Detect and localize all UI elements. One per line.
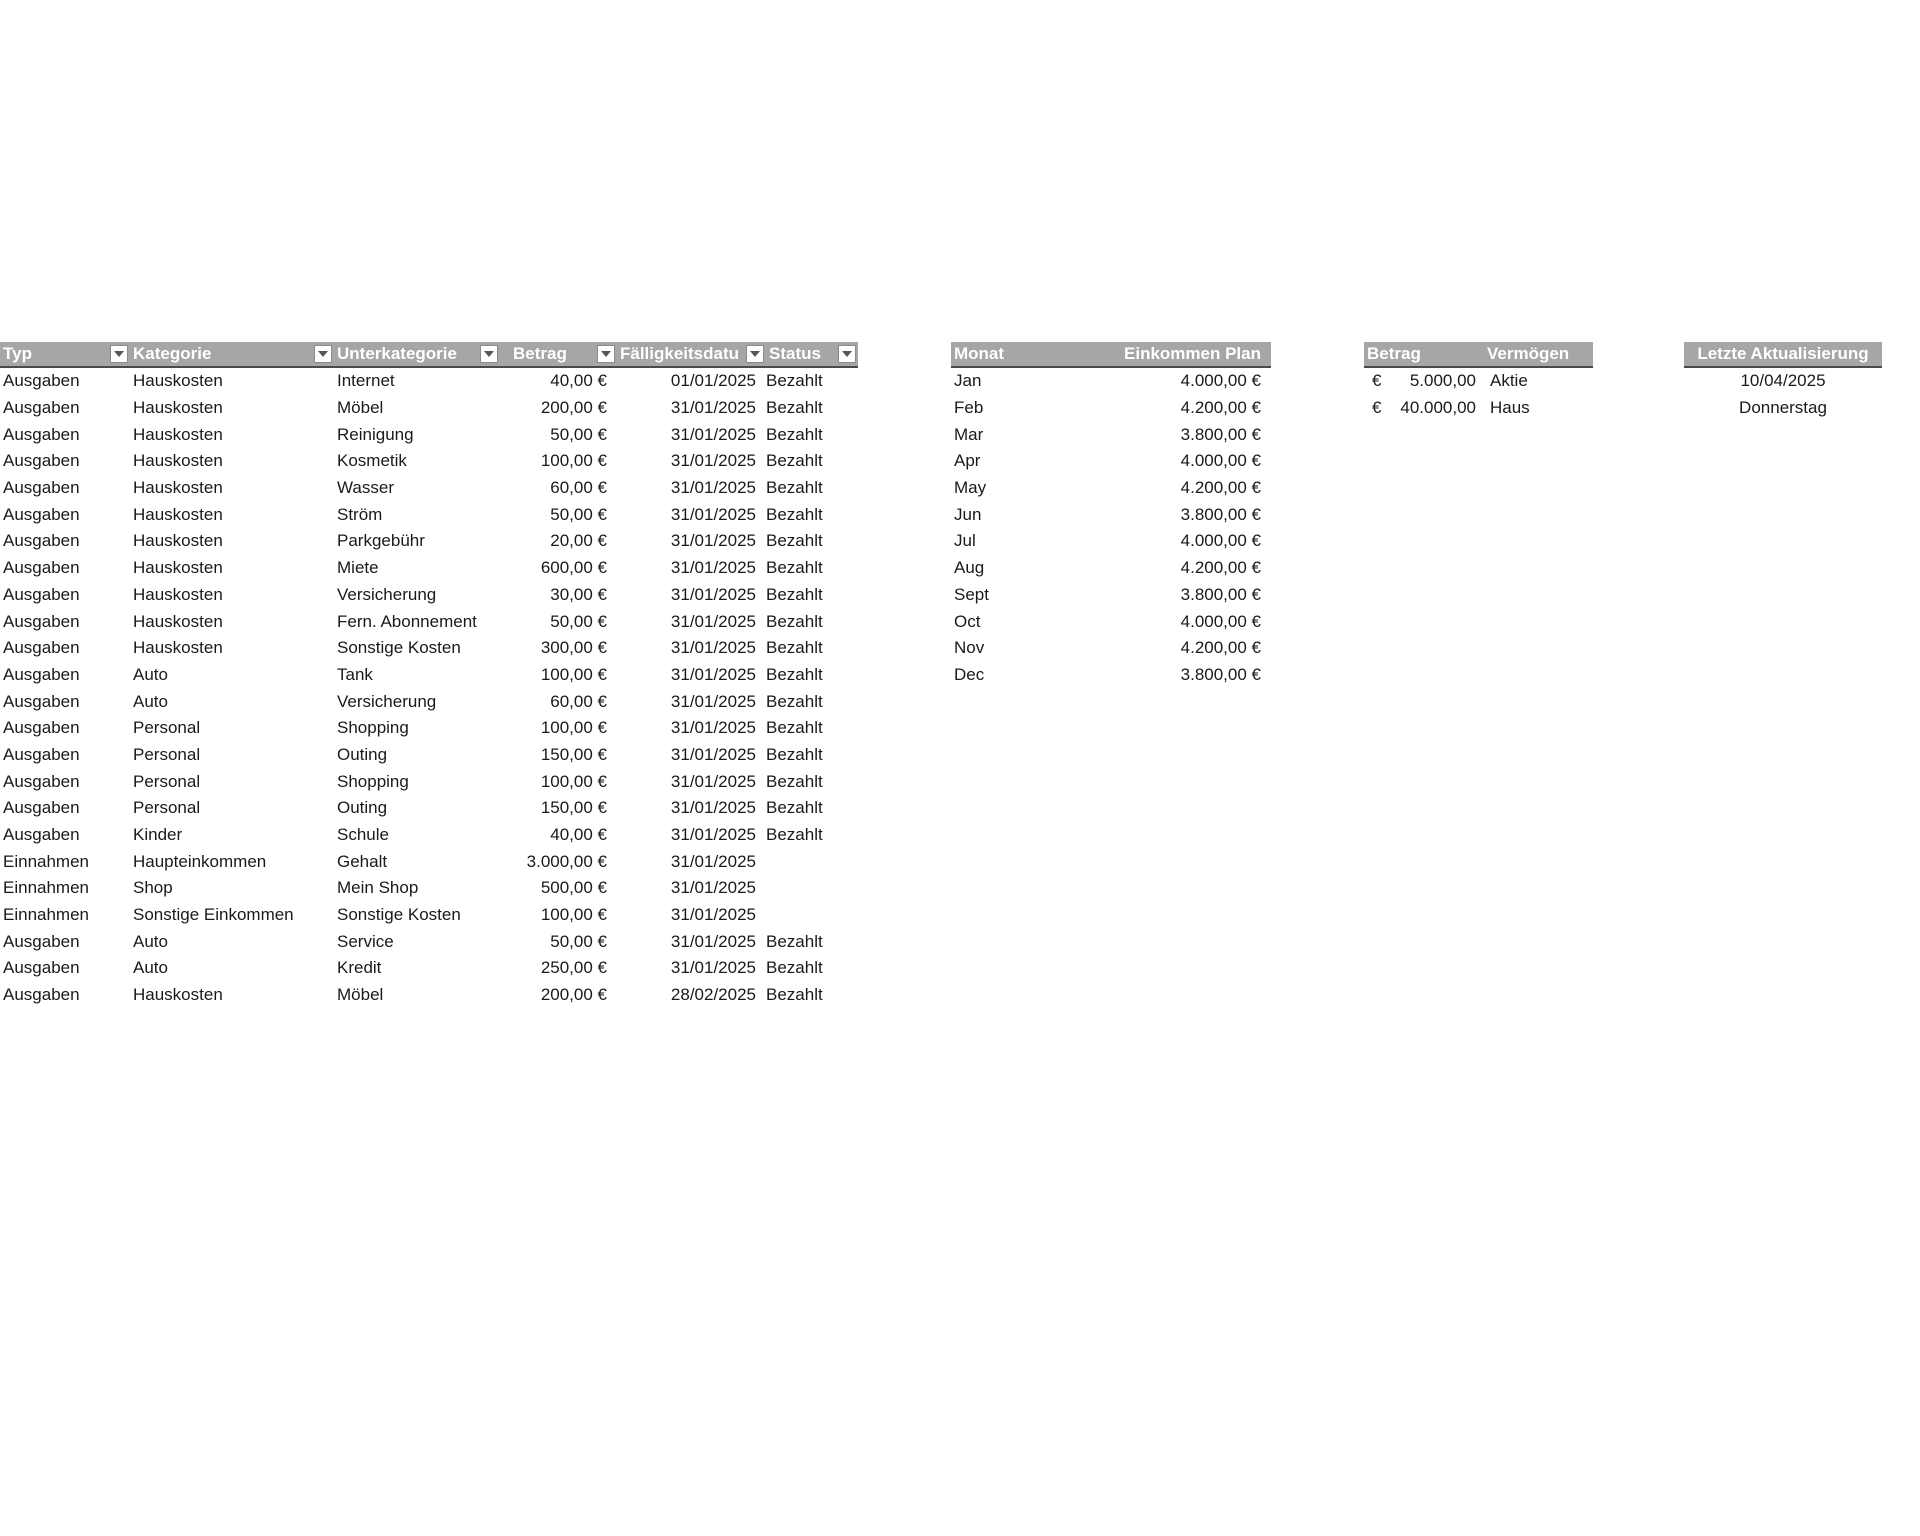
transactions-body	[0, 368, 858, 1009]
cell-datum[interactable]: 31/01/2025	[670, 451, 756, 471]
cell-betrag[interactable]: 100,00 €	[540, 905, 607, 925]
cell-unterkategorie[interactable]: Fern. Abonnement	[337, 611, 477, 631]
cell-datum[interactable]: 31/01/2025	[670, 638, 756, 658]
cell-kategorie[interactable]: Personal	[133, 798, 201, 818]
filter-dropdown-icon[interactable]	[838, 345, 856, 363]
cell-monat[interactable]: Jun	[954, 504, 982, 524]
cell-typ[interactable]: Einnahmen	[3, 905, 90, 925]
header-einkommen-plan[interactable]: Einkommen Plan	[1124, 344, 1261, 363]
cell-typ[interactable]: Ausgaben	[3, 451, 80, 471]
cell-unterkategorie[interactable]: Service	[337, 931, 394, 951]
cell-betrag[interactable]: 50,00 €	[550, 611, 607, 631]
table-row	[951, 501, 1271, 528]
table-row	[0, 421, 858, 448]
cell-betrag[interactable]: 100,00 €	[540, 771, 607, 791]
cell-kategorie[interactable]: Hauskosten	[133, 985, 223, 1005]
cell-typ[interactable]: Ausgaben	[3, 958, 80, 978]
table-row	[0, 555, 858, 582]
cell-datum[interactable]: 31/01/2025	[670, 424, 756, 444]
cell-kategorie[interactable]: Hauskosten	[133, 611, 223, 631]
cell-kategorie[interactable]: Hauskosten	[133, 371, 223, 391]
header-unterkategorie[interactable]: Unterkategorie	[334, 342, 500, 366]
table-row	[951, 582, 1271, 609]
cell-datum[interactable]: 31/01/2025	[670, 905, 756, 925]
cell-monat[interactable]: Mar	[954, 424, 984, 444]
cell-status[interactable]: Bezahlt	[766, 478, 823, 498]
table-row	[0, 982, 858, 1009]
cell-datum[interactable]: 31/01/2025	[670, 718, 756, 738]
cell-typ[interactable]: Einnahmen	[3, 851, 90, 871]
header-asset-betrag[interactable]: Betrag	[1367, 344, 1421, 363]
table-row	[0, 715, 858, 742]
table-row	[951, 475, 1271, 502]
cell-kategorie[interactable]: Hauskosten	[133, 638, 223, 658]
cell-status[interactable]: Bezahlt	[766, 664, 823, 684]
table-row	[1364, 368, 1593, 395]
table-row	[951, 662, 1271, 689]
cell-einkommen[interactable]: 3.800,00 €	[1180, 504, 1261, 524]
cell-status[interactable]: Bezahlt	[766, 584, 823, 604]
cell-kategorie[interactable]: Auto	[133, 958, 168, 978]
cell-kategorie[interactable]: Auto	[133, 664, 168, 684]
cell-unterkategorie[interactable]: Reinigung	[337, 424, 414, 444]
cell-monat[interactable]: Jan	[954, 371, 982, 391]
table-row	[0, 768, 858, 795]
cell-datum[interactable]: 31/01/2025	[670, 611, 756, 631]
cell-monat[interactable]: Apr	[954, 451, 981, 471]
cell-kategorie[interactable]: Shop	[133, 878, 173, 898]
cell-typ[interactable]: Ausgaben	[3, 398, 80, 418]
assets-body	[1364, 368, 1593, 421]
table-row	[0, 848, 858, 875]
cell-status[interactable]: Bezahlt	[766, 638, 823, 658]
cell-unterkategorie[interactable]: Kredit	[337, 958, 382, 978]
cell-kategorie[interactable]: Sonstige Einkommen	[133, 905, 294, 925]
cell-typ[interactable]: Ausgaben	[3, 744, 80, 764]
cell-betrag[interactable]: 500,00 €	[540, 878, 607, 898]
cell-datum[interactable]: 31/01/2025	[670, 771, 756, 791]
cell-kategorie[interactable]: Kinder	[133, 825, 183, 845]
table-row	[0, 528, 858, 555]
table-row	[0, 448, 858, 475]
cell-unterkategorie[interactable]: Outing	[337, 744, 388, 764]
table-row	[951, 635, 1271, 662]
cell-kategorie[interactable]: Auto	[133, 931, 168, 951]
cell-status[interactable]: Bezahlt	[766, 611, 823, 631]
cell-betrag[interactable]: 100,00 €	[540, 664, 607, 684]
cell-unterkategorie[interactable]: Kosmetik	[337, 451, 407, 471]
cell-einkommen[interactable]: 4.000,00 €	[1180, 451, 1261, 471]
cell-typ[interactable]: Ausgaben	[3, 531, 80, 551]
cell-typ[interactable]: Ausgaben	[3, 771, 80, 791]
cell-status[interactable]: Bezahlt	[766, 744, 823, 764]
cell-kategorie[interactable]: Auto	[133, 691, 168, 711]
cell-datum[interactable]: 31/01/2025	[670, 558, 756, 578]
table-row	[951, 608, 1271, 635]
cell-unterkategorie[interactable]: Shopping	[337, 718, 409, 738]
cell-typ[interactable]: Ausgaben	[3, 664, 80, 684]
cell-status[interactable]: Bezahlt	[766, 371, 823, 391]
filter-dropdown-icon[interactable]	[746, 345, 764, 363]
table-row	[0, 795, 858, 822]
cell-einkommen[interactable]: 3.800,00 €	[1180, 424, 1261, 444]
cell-status[interactable]: Bezahlt	[766, 798, 823, 818]
cell-betrag[interactable]: 60,00 €	[550, 478, 607, 498]
cell-betrag[interactable]: 20,00 €	[550, 531, 607, 551]
table-row	[0, 395, 858, 422]
cell-monat[interactable]: Sept	[954, 584, 989, 604]
cell-datum[interactable]: 31/01/2025	[670, 798, 756, 818]
cell-status[interactable]: Bezahlt	[766, 504, 823, 524]
cell-typ[interactable]: Ausgaben	[3, 718, 80, 738]
cell-unterkategorie[interactable]: Möbel	[337, 398, 384, 418]
cell-status[interactable]: Bezahlt	[766, 398, 823, 418]
cell-unterkategorie[interactable]: Shopping	[337, 771, 409, 791]
cell-betrag[interactable]: 300,00 €	[540, 638, 607, 658]
filter-dropdown-icon[interactable]	[110, 345, 128, 363]
cell-typ[interactable]: Ausgaben	[3, 584, 80, 604]
cell-kategorie[interactable]: Hauskosten	[133, 451, 223, 471]
last-update-weekday[interactable]: Donnerstag	[1739, 398, 1827, 418]
cell-asset-betrag[interactable]	[1364, 398, 1484, 418]
cell-vermoegen[interactable]: Haus	[1490, 398, 1530, 418]
cell-datum[interactable]: 31/01/2025	[670, 744, 756, 764]
cell-datum[interactable]: 31/01/2025	[670, 958, 756, 978]
last-update-header-row	[1684, 342, 1882, 368]
cell-einkommen[interactable]: 3.800,00 €	[1180, 584, 1261, 604]
table-row	[951, 528, 1271, 555]
header-status[interactable]: Status	[766, 342, 858, 366]
cell-asset-betrag[interactable]	[1364, 371, 1484, 391]
cell-datum[interactable]: 31/01/2025	[670, 584, 756, 604]
table-row	[951, 448, 1271, 475]
income-plan-table	[951, 342, 1271, 688]
cell-betrag[interactable]: 40,00 €	[550, 371, 607, 391]
cell-betrag[interactable]: 150,00 €	[540, 744, 607, 764]
cell-betrag[interactable]: 50,00 €	[550, 424, 607, 444]
cell-datum[interactable]: 31/01/2025	[670, 478, 756, 498]
cell-status[interactable]: Bezahlt	[766, 958, 823, 978]
cell-datum[interactable]: 28/02/2025	[670, 985, 756, 1005]
cell-datum[interactable]: 31/01/2025	[670, 504, 756, 524]
cell-datum[interactable]: 31/01/2025	[670, 851, 756, 871]
table-row	[951, 421, 1271, 448]
cell-monat[interactable]: Dec	[954, 664, 985, 684]
cell-monat[interactable]: Aug	[954, 558, 985, 578]
cell-datum[interactable]: 31/01/2025	[670, 931, 756, 951]
header-kategorie[interactable]: Kategorie	[130, 342, 334, 366]
last-update-date[interactable]: 10/04/2025	[1740, 371, 1826, 391]
cell-datum[interactable]: 31/01/2025	[670, 878, 756, 898]
cell-unterkategorie[interactable]: Mein Shop	[337, 878, 419, 898]
cell-unterkategorie[interactable]: Outing	[337, 798, 388, 818]
table-row	[0, 501, 858, 528]
cell-unterkategorie[interactable]: Versicherung	[337, 584, 437, 604]
cell-status[interactable]: Bezahlt	[766, 558, 823, 578]
cell-status[interactable]: Bezahlt	[766, 424, 823, 444]
table-row	[0, 582, 858, 609]
cell-typ[interactable]: Ausgaben	[3, 931, 80, 951]
cell-betrag[interactable]: 50,00 €	[550, 504, 607, 524]
filter-dropdown-icon[interactable]	[597, 345, 615, 363]
cell-einkommen[interactable]: 4.000,00 €	[1180, 531, 1261, 551]
table-row	[0, 742, 858, 769]
cell-monat[interactable]: Feb	[954, 398, 984, 418]
transactions-header-row	[0, 342, 858, 368]
header-typ[interactable]: Typ	[0, 342, 130, 366]
cell-betrag[interactable]: 60,00 €	[550, 691, 607, 711]
table-row	[0, 368, 858, 395]
cell-einkommen[interactable]: 4.200,00 €	[1180, 638, 1261, 658]
cell-einkommen[interactable]: 4.200,00 €	[1180, 478, 1261, 498]
cell-status[interactable]: Bezahlt	[766, 985, 823, 1005]
cell-unterkategorie[interactable]: Möbel	[337, 985, 384, 1005]
cell-typ[interactable]: Ausgaben	[3, 504, 80, 524]
cell-typ[interactable]: Ausgaben	[3, 371, 80, 391]
cell-monat[interactable]: Nov	[954, 638, 985, 658]
cell-kategorie[interactable]: Personal	[133, 771, 201, 791]
cell-unterkategorie[interactable]: Sonstige Kosten	[337, 638, 461, 658]
cell-einkommen[interactable]: 4.000,00 €	[1180, 611, 1261, 631]
cell-status[interactable]: Bezahlt	[766, 691, 823, 711]
cell-betrag[interactable]: 250,00 €	[540, 958, 607, 978]
cell-betrag[interactable]: 200,00 €	[540, 398, 607, 418]
cell-betrag[interactable]: 150,00 €	[540, 798, 607, 818]
filter-dropdown-icon[interactable]	[314, 345, 332, 363]
filter-dropdown-icon[interactable]	[480, 345, 498, 363]
header-letzte-aktualisierung[interactable]: Letzte Aktualisierung	[1697, 344, 1869, 363]
cell-unterkategorie[interactable]: Parkgebühr	[337, 531, 425, 551]
cell-betrag[interactable]: 3.000,00 €	[526, 851, 607, 871]
cell-typ[interactable]: Ausgaben	[3, 691, 80, 711]
cell-typ[interactable]: Ausgaben	[3, 825, 80, 845]
cell-kategorie[interactable]: Hauskosten	[133, 398, 223, 418]
cell-typ[interactable]: Einnahmen	[3, 878, 90, 898]
header-faelligkeitsdatum[interactable]: Fälligkeitsdatu	[617, 342, 766, 366]
cell-typ[interactable]: Ausgaben	[3, 985, 80, 1005]
cell-einkommen[interactable]: 4.200,00 €	[1180, 558, 1261, 578]
table-row	[0, 902, 858, 929]
cell-monat[interactable]: Jul	[954, 531, 976, 551]
header-monat[interactable]: Monat	[954, 344, 1005, 363]
cell-kategorie[interactable]: Hauskosten	[133, 478, 223, 498]
header-vermoegen[interactable]: Vermögen	[1487, 344, 1570, 363]
table-row	[0, 688, 858, 715]
cell-einkommen[interactable]: 4.200,00 €	[1180, 398, 1261, 418]
last-update-table	[1684, 342, 1882, 421]
cell-typ[interactable]: Ausgaben	[3, 798, 80, 818]
income-plan-header-row	[951, 342, 1271, 368]
cell-status[interactable]: Bezahlt	[766, 931, 823, 951]
cell-einkommen[interactable]: 3.800,00 €	[1180, 664, 1261, 684]
cell-unterkategorie[interactable]: Wasser	[337, 478, 394, 498]
cell-betrag[interactable]: 100,00 €	[540, 451, 607, 471]
cell-typ[interactable]: Ausgaben	[3, 558, 80, 578]
assets-header-row	[1364, 342, 1593, 368]
table-row	[0, 928, 858, 955]
cell-kategorie[interactable]: Hauskosten	[133, 531, 223, 551]
cell-unterkategorie[interactable]: Versicherung	[337, 691, 437, 711]
table-row	[0, 875, 858, 902]
cell-typ[interactable]: Ausgaben	[3, 424, 80, 444]
cell-unterkategorie[interactable]: Sonstige Kosten	[337, 905, 461, 925]
cell-betrag[interactable]: 200,00 €	[540, 985, 607, 1005]
income-plan-body	[951, 368, 1271, 688]
cell-kategorie[interactable]: Hauskosten	[133, 584, 223, 604]
table-row	[951, 395, 1271, 422]
cell-unterkategorie[interactable]: Schule	[337, 825, 389, 845]
cell-einkommen[interactable]: 4.000,00 €	[1180, 371, 1261, 391]
table-row	[951, 368, 1271, 395]
table-row	[0, 475, 858, 502]
cell-datum[interactable]: 31/01/2025	[670, 664, 756, 684]
cell-kategorie[interactable]: Personal	[133, 744, 201, 764]
cell-kategorie[interactable]: Hauskosten	[133, 424, 223, 444]
cell-unterkategorie[interactable]: Miete	[337, 558, 379, 578]
cell-status[interactable]: Bezahlt	[766, 451, 823, 471]
asset-amount: 40.000,00	[1400, 398, 1476, 418]
cell-status[interactable]: Bezahlt	[766, 771, 823, 791]
cell-datum[interactable]: 31/01/2025	[670, 825, 756, 845]
table-row	[0, 608, 858, 635]
cell-unterkategorie[interactable]: Gehalt	[337, 851, 388, 871]
cell-status[interactable]: Bezahlt	[766, 825, 823, 845]
cell-typ[interactable]: Ausgaben	[3, 478, 80, 498]
cell-typ[interactable]: Ausgaben	[3, 611, 80, 631]
assets-table	[1364, 342, 1593, 421]
transactions-table	[0, 342, 858, 1009]
cell-datum[interactable]: 31/01/2025	[670, 531, 756, 551]
cell-datum[interactable]: 31/01/2025	[670, 691, 756, 711]
table-row	[951, 555, 1271, 582]
cell-betrag[interactable]: 100,00 €	[540, 718, 607, 738]
cell-kategorie[interactable]: Hauskosten	[133, 504, 223, 524]
table-row	[0, 662, 858, 689]
cell-status[interactable]: Bezahlt	[766, 531, 823, 551]
table-row	[0, 822, 858, 849]
cell-typ[interactable]: Ausgaben	[3, 638, 80, 658]
cell-unterkategorie[interactable]: Ström	[337, 504, 383, 524]
table-row	[0, 955, 858, 982]
cell-unterkategorie[interactable]: Tank	[337, 664, 373, 684]
currency-symbol: €	[1372, 371, 1382, 391]
last-update-date-row	[1684, 368, 1882, 395]
cell-datum[interactable]: 31/01/2025	[670, 398, 756, 418]
cell-kategorie[interactable]: Personal	[133, 718, 201, 738]
cell-monat[interactable]: May	[954, 478, 987, 498]
header-betrag[interactable]: Betrag	[500, 342, 617, 366]
asset-amount: 5.000,00	[1409, 371, 1476, 391]
cell-betrag[interactable]: 30,00 €	[550, 584, 607, 604]
cell-betrag[interactable]: 600,00 €	[540, 558, 607, 578]
cell-monat[interactable]: Oct	[954, 611, 981, 631]
table-row	[0, 635, 858, 662]
currency-symbol: €	[1372, 398, 1382, 418]
cell-betrag[interactable]: 40,00 €	[550, 825, 607, 845]
cell-datum[interactable]: 01/01/2025	[670, 371, 756, 391]
cell-vermoegen[interactable]: Aktie	[1490, 371, 1528, 391]
table-row	[1364, 395, 1593, 422]
cell-kategorie[interactable]: Haupteinkommen	[133, 851, 267, 871]
cell-status[interactable]: Bezahlt	[766, 718, 823, 738]
cell-kategorie[interactable]: Hauskosten	[133, 558, 223, 578]
last-update-weekday-row	[1684, 395, 1882, 422]
cell-betrag[interactable]: 50,00 €	[550, 931, 607, 951]
cell-unterkategorie[interactable]: Internet	[337, 371, 395, 391]
